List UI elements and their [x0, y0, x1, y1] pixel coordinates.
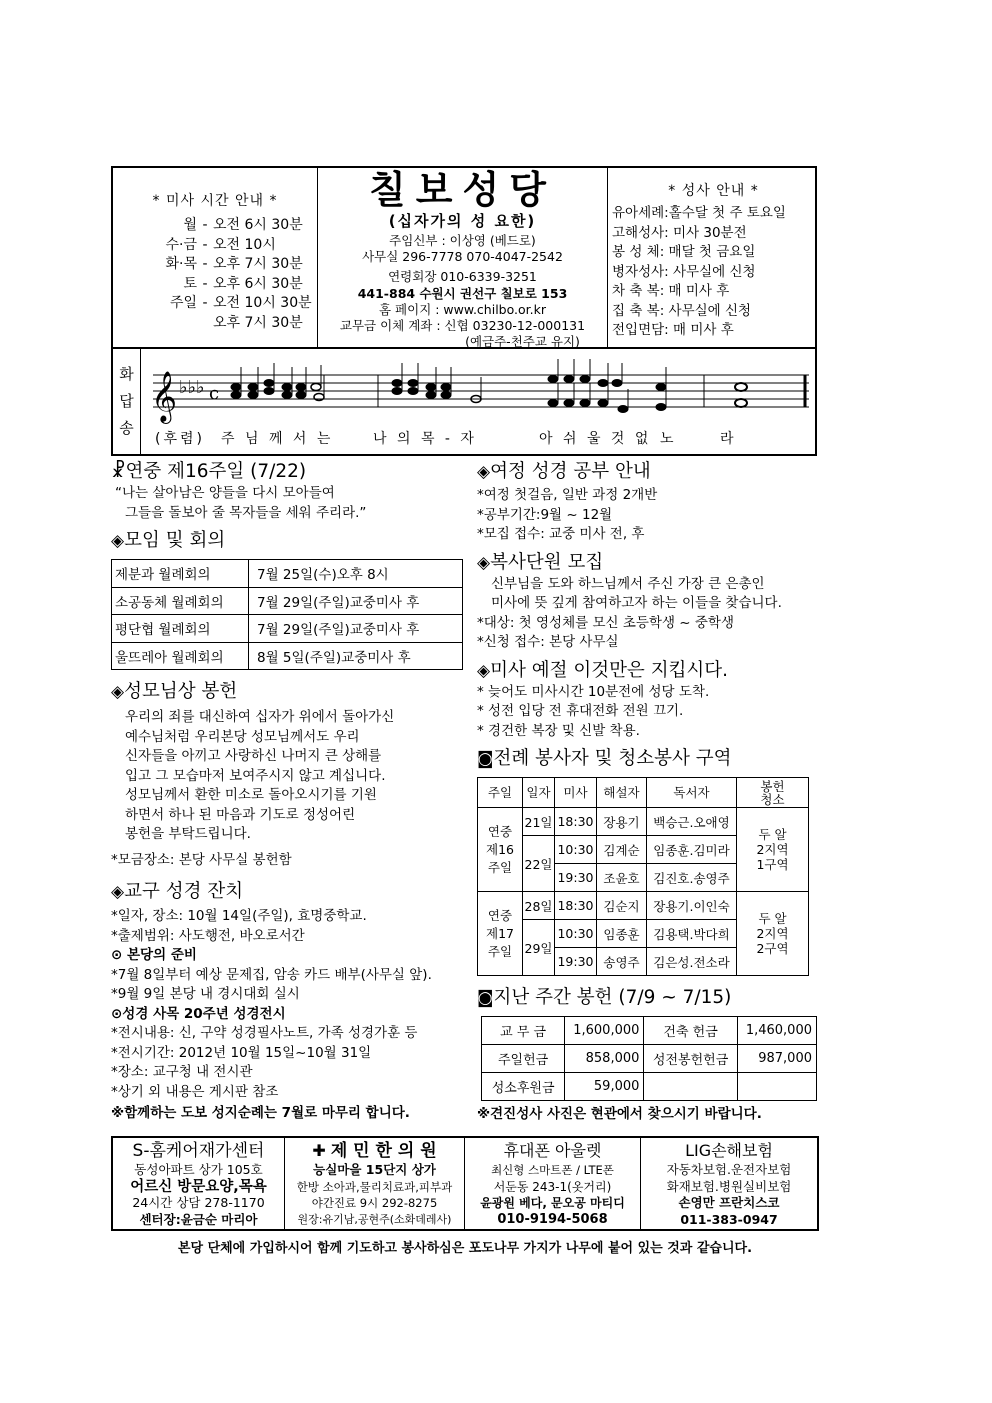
account-owner: (예금주-천주교 유지): [465, 334, 580, 350]
psalm-lyric: 나 의 목 - 자: [373, 431, 477, 447]
offering-label: 주일헌금: [482, 1045, 565, 1073]
expo-item: *상기 외 내용은 게시판 참조: [111, 1083, 279, 1100]
commentator: 김순지: [597, 892, 647, 920]
sponsor-line: 24시간 상담 278-1170: [132, 1195, 265, 1210]
chi-rho-icon: ☧: [111, 461, 126, 482]
service-header: 봉헌 청소: [737, 778, 809, 808]
sponsor-ad: [113, 1138, 285, 1229]
separator: [197, 314, 213, 334]
service-time: 18:30: [555, 892, 597, 920]
commentator: 임종훈: [597, 920, 647, 948]
mass-time: 오전 10시 30분: [213, 295, 312, 311]
service-table: [477, 777, 809, 976]
etiquette-heading: [477, 659, 819, 683]
psalm-lyric: 라: [720, 431, 737, 447]
altar-text-line: 미사에 뜻 깊게 참여하고자 하는 이들을 찾습니다.: [491, 595, 782, 611]
mass-row: [113, 216, 317, 236]
note-head: [264, 380, 274, 387]
service-header: 해설자: [597, 778, 647, 808]
sacrament-guide: [608, 168, 815, 347]
altar-heading: [477, 551, 819, 575]
service-time: 19:30: [555, 864, 597, 892]
sunday-title: 연중 제16주일 (7/22): [125, 461, 307, 482]
meeting-row: [112, 615, 463, 643]
sponsor-line: 최신형 스마트폰 / LTE폰: [491, 1163, 614, 1177]
account-line: 교무금 이체 계좌 : 신협 03230-12-000131: [339, 318, 586, 334]
svg-text:𝄞: 𝄞: [151, 371, 178, 422]
expo-title: ⊙성경 사목 20주년 성경전시: [111, 1005, 286, 1022]
separator: -: [202, 256, 208, 272]
sacrament-row: 유아세례:홀수달 첫 주 토요일: [612, 205, 786, 221]
service-time: 18:30: [555, 808, 597, 836]
mary-text-line: 예수님처럼 우리본당 성모님께서도 우리: [125, 728, 360, 745]
responsorial-psalm: [111, 349, 817, 456]
service-time: 10:30: [555, 836, 597, 864]
sunday-heading: [111, 460, 466, 484]
psalm-lyric: 주 님 께 서 는: [221, 431, 334, 447]
readers: 백승근.오애영: [647, 808, 737, 836]
sponsor-name-wrap: [285, 1140, 464, 1162]
sponsor-line: 야간진료 9시 292-8275: [311, 1196, 438, 1210]
expo-item: *장소: 교구청 내 전시관: [111, 1064, 253, 1080]
note-head: [282, 384, 292, 391]
note-head: [248, 392, 258, 399]
separator: -: [202, 236, 208, 253]
etiquette-title: 미사 예절 이것만은 지킵시다.: [490, 659, 729, 681]
mary-text-line: 입고 그 모습마저 보여주시지 않고 계십니다.: [125, 767, 386, 784]
mary-text-line: 우리의 죄를 대신하여 십자가 위에서 돌아가신: [125, 709, 395, 725]
note-head: [264, 388, 274, 395]
cleaning-area: 두 알 2지역 2구역: [737, 892, 809, 976]
altar-item: *대상: 첫 영성체를 모신 초등학생 ~ 중학생: [477, 614, 735, 631]
readers: 장용기.이인숙: [647, 892, 737, 920]
sacrament-row: 고해성사: 미사 30분전: [612, 224, 747, 241]
mass-day: 수·금: [165, 236, 197, 253]
note-head: [548, 400, 558, 407]
sponsor-line: 손영만 프란치스코: [678, 1195, 780, 1210]
diamond-icon: ◈: [111, 531, 125, 551]
commentator: 송영주: [597, 948, 647, 976]
mass-time: 오후 7시 30분: [213, 256, 303, 272]
mass-schedule-title: * 미사 시간 안내 *: [152, 193, 278, 209]
mary-text-line: 신자들을 아끼고 사랑하신 나머지 큰 상해를: [125, 748, 382, 764]
commentator: 김계순: [597, 836, 647, 864]
psalm-label-char: 송: [119, 419, 134, 437]
psalm-label: [113, 349, 141, 454]
diamond-icon: ◈: [477, 462, 491, 482]
homepage-line: 홈 페이지 : www.chilbo.or.kr: [379, 301, 546, 317]
altar-text-line: 신부님을 도와 하느님께서 주신 가장 큰 은총인: [491, 575, 765, 592]
sponsor-name: 휴대폰 아울렛: [503, 1141, 602, 1160]
note-head: [248, 384, 258, 391]
address-line: 441-884 수원시 권선구 칠보로 153: [357, 285, 568, 301]
music-staff: [141, 349, 815, 454]
mary-text-line: 봉헌을 부탁드립니다.: [125, 826, 251, 842]
offering-amount: 59,000: [565, 1073, 644, 1101]
readers: 김진호.송영주: [647, 864, 737, 892]
sacrament-row: 전입면담: 매 미사 후: [612, 322, 734, 338]
mass-schedule: [113, 168, 318, 347]
service-header: 일자: [523, 778, 555, 808]
scripture-verse: “나는 살아남은 양들을 다시 모아들여: [115, 485, 335, 501]
mass-time: 오전 10시: [213, 236, 276, 253]
sponsor-line: 어르신 방문요양,목욕: [130, 1178, 267, 1195]
scripture-verse: 그들을 돌보아 줄 목자들을 세워 주리라.”: [125, 504, 367, 521]
meeting-name: 소공동체 월례회의: [112, 587, 249, 615]
prep-title: ⊙ 본당의 준비: [111, 947, 197, 963]
offering-label: 성전봉헌헌금: [644, 1045, 737, 1073]
offering-row: [482, 1017, 817, 1045]
diamond-icon: ◈: [477, 552, 491, 573]
prep-item: *9월 9일 본당 내 경시대회 실시: [111, 986, 300, 1002]
note-head: [392, 388, 402, 395]
bible-item: *일자, 장소: 10월 14일(주일), 효명중학교.: [111, 908, 367, 924]
bulletin-header: [111, 166, 817, 349]
separator: -: [202, 275, 208, 292]
sacrament-row: 집 축 복: 사무실에 신청: [612, 302, 752, 319]
service-date: 21일: [523, 808, 555, 836]
mary-text-line: 성모님께서 환한 미소로 돌아오시기를 기원: [125, 787, 377, 803]
offering-amount: [737, 1073, 816, 1101]
note-head: [296, 392, 306, 399]
sponsor-line: 윤광원 베다, 문오공 마티디: [480, 1196, 625, 1210]
church-patron: (십자가의 성 요한): [388, 212, 537, 230]
note-head: [598, 380, 608, 387]
sacrament-row: 봉 성 체: 매달 첫 금요일: [612, 244, 756, 260]
mass-day: 주일: [169, 295, 197, 311]
mary-text-line: 하면서 하나 된 마음과 기도로 정성어린: [125, 806, 356, 823]
bible-title: 교구 성경 잔치: [124, 881, 244, 902]
mass-row: [113, 275, 317, 295]
service-title: 전례 봉사자 및 청소봉사 구역: [493, 748, 732, 769]
readers: 임종훈.김미라: [647, 836, 737, 864]
sponsor-line: 010-9194-5068: [497, 1211, 608, 1227]
prep-item: *7월 8일부터 예상 문제집, 암송 카드 배부(사무실 앞).: [111, 966, 432, 983]
service-header: 미사: [555, 778, 597, 808]
altar-title: 복사단원 모집: [490, 551, 604, 573]
note-head: [392, 380, 402, 387]
note-head: [426, 392, 436, 399]
sponsor-ad: [465, 1138, 641, 1229]
mass-day: 월: [183, 217, 197, 233]
meeting-row: [112, 587, 463, 615]
readers: 김은성.전소라: [647, 948, 737, 976]
sacrament-title: * 성사 안내 *: [668, 183, 759, 199]
square-bullet-icon: ◙: [477, 988, 494, 1008]
offering-heading: [477, 986, 819, 1010]
sponsor-line: 센터장:윤금순 마리아: [139, 1211, 258, 1227]
mass-row: [113, 314, 317, 334]
note-head: [612, 380, 622, 387]
sponsor-name: LIG손해보험: [685, 1141, 773, 1160]
note-head: [656, 384, 666, 391]
church-name: 칠보성당: [369, 167, 556, 212]
sponsor-ad: [285, 1138, 465, 1229]
mass-day: 화·목: [165, 256, 197, 272]
note-head: [231, 392, 241, 399]
diamond-icon: ◈: [111, 682, 125, 702]
offering-amount: 858,000: [565, 1045, 644, 1073]
mary-heading: [111, 680, 466, 704]
sponsor-line: 원장:유기남,공현주(소화데레사): [297, 1212, 452, 1226]
separator: -: [202, 217, 208, 233]
service-heading: [477, 747, 819, 771]
sponsor-line: 011-383-0947: [680, 1211, 778, 1227]
etiquette-item: * 경건한 복장 및 신발 착용.: [477, 722, 640, 739]
study-item: *모집 접수: 교중 미사 전, 후: [477, 526, 645, 542]
note-head: [618, 406, 628, 413]
mass-row: [113, 294, 317, 314]
sacrament-row: 병자성사: 사무실에 신청: [612, 263, 756, 280]
separator: -: [202, 295, 208, 311]
altar-item: *신청 접수: 본당 사무실: [477, 634, 619, 650]
meeting-name: 평단협 월례회의: [112, 615, 249, 643]
offering-table: [481, 1016, 817, 1101]
offering-label: 건축 헌금: [644, 1017, 737, 1045]
svg-text:♭♭♭: ♭♭♭: [179, 377, 205, 398]
week-label: 연중 제17 주일: [478, 892, 523, 976]
sponsor-ads: [111, 1136, 819, 1231]
left-column: [111, 460, 466, 1124]
service-header-row: [478, 778, 809, 808]
note-head: [426, 384, 436, 391]
service-date: 22일: [523, 836, 555, 892]
cleaning-area: 두 알 2지역 1구역: [737, 808, 809, 892]
mary-title: 성모님상 봉헌: [124, 681, 238, 702]
sponsor-ad: [641, 1138, 817, 1229]
psalm-lyric: 아 쉬 울 것 없: [539, 431, 652, 447]
study-title: 여정 성경 공부 안내: [490, 461, 651, 482]
sponsor-line: 서둔동 243-1(옷거리): [493, 1179, 612, 1194]
expo-item: *전시기간: 2012년 10월 15일~10월 31일: [111, 1044, 372, 1061]
mass-day: [113, 314, 197, 334]
service-row: [478, 892, 809, 920]
bible-item: *출제범위: 사도행전, 바오로서간: [111, 927, 305, 944]
square-bullet-icon: ◙: [477, 749, 494, 769]
sponsor-line: 한방 소아과,물리치료과,피부과: [296, 1179, 453, 1194]
note-head: [408, 388, 418, 395]
svg-text:c: c: [209, 383, 220, 404]
president-line: 연령회장 010-6339-3251: [388, 269, 537, 285]
offering-label: 교 무 금: [482, 1017, 565, 1045]
meeting-row: [112, 642, 463, 670]
note-head: [656, 404, 666, 411]
study-item: *여정 첫걸음, 일반 과정 2개반: [477, 487, 658, 503]
service-time: 19:30: [555, 948, 597, 976]
priest-line: 주임신부 : 이상영 (베드로): [389, 233, 536, 248]
offering-row: [482, 1073, 817, 1101]
etiquette-item: * 성전 입당 전 휴대전화 전원 끄기.: [477, 703, 684, 719]
sponsor-name: S-홈케어재가센터: [132, 1141, 265, 1161]
donation-place: *모금장소: 본당 사무실 봉헌함: [111, 851, 292, 868]
meeting-heading: [111, 529, 466, 553]
commentator: 조윤호: [597, 864, 647, 892]
footer-message: 본당 단체에 가입하시어 함께 기도하고 봉사하심은 포도나무 가지가 나무에 붙어 있는 것과 같습니다.: [177, 1241, 753, 1256]
meeting-table: [111, 559, 463, 670]
office-phone: 사무실 296-7778 070-4047-2542: [362, 249, 563, 265]
church-info: [318, 167, 608, 350]
diamond-icon: ◈: [477, 660, 491, 681]
commentator: 장용기: [597, 808, 647, 836]
note-head: [441, 384, 451, 391]
note-head: [231, 384, 241, 391]
sponsor-name: 제 민 한 의 원: [330, 1141, 437, 1161]
meeting-title: 모임 및 회의: [124, 530, 226, 551]
photo-note: ※견진성사 사진은 현관에서 찾으시기 바랍니다.: [477, 1106, 762, 1122]
note-head: [296, 384, 306, 391]
note-head: [580, 376, 590, 383]
week-label: 연중 제16 주일: [478, 808, 523, 892]
study-heading: [477, 460, 819, 484]
psalm-lyric: (후렴): [155, 431, 205, 447]
service-time: 10:30: [555, 920, 597, 948]
psalm-lyric: 노: [660, 431, 677, 447]
etiquette-item: * 늦어도 미사시간 10분전에 성당 도착.: [477, 683, 710, 700]
meeting-time: 7월 25일(수)오후 8시: [249, 560, 463, 588]
psalm-label-char: 화: [119, 365, 134, 383]
meeting-time: 7월 29일(주일)교중미사 후: [249, 615, 463, 643]
service-row: [478, 808, 809, 836]
sponsor-line: 동성아파트 상가 105호: [134, 1162, 263, 1177]
half-note: [311, 384, 321, 391]
mass-day: 토: [183, 275, 197, 292]
readers: 김용택.박다희: [647, 920, 737, 948]
offering-row: [482, 1045, 817, 1073]
psalm-label-char: 답: [119, 392, 134, 410]
sacrament-row: 차 축 복: 매 미사 후: [612, 283, 730, 299]
bible-heading: [111, 880, 466, 904]
service-date: 28일: [523, 892, 555, 920]
note-head: [580, 400, 590, 407]
pilgrimage-note: ※함께하는 도보 성지순례는 7월로 마무리 합니다.: [111, 1105, 410, 1121]
study-item: *공부기간:9월 ~ 12월: [477, 506, 613, 523]
sponsor-line: 화재보험.병원실비보험: [666, 1178, 792, 1194]
service-date: 29일: [523, 920, 555, 976]
note-head: [564, 400, 574, 407]
note-head: [548, 376, 558, 383]
meeting-time: 7월 29일(주일)교중미사 후: [249, 587, 463, 615]
service-header: 주일: [478, 778, 523, 808]
note-head: [441, 392, 451, 399]
offering-label: 성소후원금: [482, 1073, 565, 1101]
offering-amount: 987,000: [737, 1045, 816, 1073]
diamond-icon: ◈: [111, 882, 125, 902]
offering-title: 지난 주간 봉헌 (7/9 ~ 7/15): [493, 987, 732, 1008]
offering-label: [644, 1073, 737, 1101]
meeting-time: 8월 5일(주일)교중미사 후: [249, 642, 463, 670]
offering-amount: 1,460,000: [737, 1017, 816, 1045]
mass-time: 오전 6시 30분: [213, 217, 303, 233]
meeting-name: 울뜨레아 월례회의: [112, 642, 249, 670]
service-header: 독서자: [647, 778, 737, 808]
mass-row: [113, 255, 317, 275]
meeting-row: [112, 560, 463, 588]
note-head: [408, 380, 418, 387]
mass-time: 오후 7시 30분: [213, 314, 303, 331]
mass-row: [113, 236, 317, 256]
note-head: [564, 376, 574, 383]
right-column: [477, 460, 819, 1125]
note-head: [282, 392, 292, 399]
cross-icon: ✚: [312, 1141, 331, 1160]
meeting-name: 제분과 월례회의: [112, 560, 249, 588]
note-head: [598, 400, 608, 407]
expo-item: *전시내용: 신, 구약 성경필사노트, 가족 성경가훈 등: [111, 1025, 418, 1041]
sponsor-line: 자동차보험.운전자보험: [666, 1162, 792, 1177]
offering-amount: 1,600,000: [565, 1017, 644, 1045]
mass-time: 오후 6시 30분: [213, 275, 303, 292]
sponsor-line: 능실마을 15단지 상가: [313, 1162, 436, 1177]
